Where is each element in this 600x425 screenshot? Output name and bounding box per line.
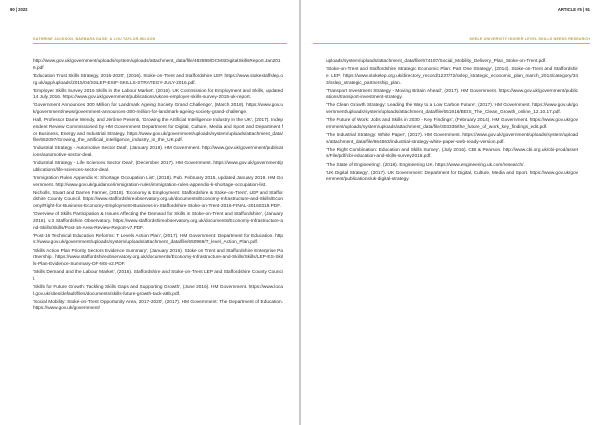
reference-entry: 'Industrial Strategy - Life Sciences Sector Deal', (December 2017). HM Government. https://www.gov.uk/government/publications/life-sciences-sector-deal. <box>33 161 283 173</box>
reference-entry: 'Skills for Future Growth: Tackling Skills Gaps and Supporting Growth', (June 2016). HM Government. https://www.local.gov.uk/sites/default/files/documents/skills-future-growth-tack-a8b.pdf. <box>33 284 283 297</box>
left-page <box>0 0 299 425</box>
reference-entry: 'Transport Investment Strategy - Moving Britain Ahead', (2017). HM Government. https://www.gov.uk/government/publications/transport-investment-strategy. <box>326 88 578 101</box>
header-rule-left <box>33 43 287 44</box>
running-head-left <box>10 7 289 15</box>
author-line: KATHRINE JACKSON, BARBARA DAGE, & LOU TAYLOR-WILSON <box>33 37 156 41</box>
page-number-left: 90 | 2022 <box>10 7 28 12</box>
reference-entry: 'The Industrial Strategy: White Paper', (2017). HM Government. https://www.gov.uk/government/uploads/system/uploads/attachment_data/file/664563/industrial-strategy-white-paper-web-ready-version.pdf. <box>326 132 578 145</box>
running-head-right <box>311 7 590 15</box>
reference-entry: uploads/system/uploads/attachment_data/file/674187/Social_Mobility_Delivery_Plan_Stoke-on-Trent.pdf. <box>326 59 547 64</box>
reference-entry: 'Stoke-on-Trent and Staffordshire Strategic Economic Plan: Part One Strategy', (2014). Stoke-on-Trent and Staffordshire LEP. https://www.stokelep.org.uk/directory_record/1237/72/sslep_strategic_economic_plan_march_2014/category/343/sslep_strategic_partnership_plan. <box>326 67 578 86</box>
page-number-right: ARTICLE #5 | 91 <box>557 7 590 12</box>
reference-entry: 'The State of Engineering', (2018). Engineering UK. https://www.engineering.uk.com/research/. <box>326 162 525 168</box>
reference-entry: 'Overview of Skills Participation & Issues Affecting the Demand for Skills in Stoke-on-Trent and Staffordshire', (January 2016). v.3 Staffordshire Observatory. https://www.staffordshireobservatory.org.uk/documents/Economy-Infrastructure-and-Skills/Skills/Post-16-Area-Review-Report-v7.PDF. <box>33 212 283 231</box>
reference-entry: 'Post-16 Technical Education Reforms: T Levels Action Plan', (2017). HM Government: Department for Education. https://www.gov.uk/government/uploads/system/uploads/attachment_data/file/650969/T_level_Action_Plan.pdf. <box>33 233 283 246</box>
reference-entry: 'Skills Demand and the Labour Market', (2016). Staffordshire and Stoke-on-Trent LEP and Staffordshire County Council. <box>33 270 283 282</box>
reference-entry: 'Education Trust Skills Strategy, 2016-2020', (2016). Stoke-on-Trent and Staffordshire LEP. https://www.stokestaffslep.org.uk/app/uploads/2015/04/SSLEP-ESIF-SKILLS-STRATEGY-JULY-2016.pdf. <box>33 73 284 86</box>
header-rule-right <box>313 43 590 44</box>
reference-entry: Nicholls, Stuart and Darren Farmer, (2018). 'Economy & Employment: Staffordshire & Stoke-on-Trent', LEP and Staffordshire County Council. https://www.staffordshireobservatory.org.uk/documents/Economy-Infrastructure-and-Skills/Economy/Right-for-Business-Economy-Employment-Business-in-Staffordshire-Stoke-on-Trent-2016-FINAL-20160319.PDF. <box>33 190 283 210</box>
reference-entry: Hall, Professor Dame Wendy, and Jérôme Pesenti, 'Growing the Artificial Intelligence Industry in the UK', (2017). Independent Review Commissioned by HM Government Department for Digital, Culture, Media and Sport and Department for Business, Energy and Industrial Strategy. https://www.gov.uk/government/uploads/system/uploads/attachment_data/file/652097/Growing_the_artificial_intelligence_industry_in_the_UK.pdf. <box>33 118 283 144</box>
reference-entry: 'Social Mobility: Stoke-on-Trent Opportunity Area, 2017-2020', (2017). HM Government: The Department of Education. https://www.gov.uk/government/ <box>33 299 283 312</box>
reference-entry: 'Government Announces 300 Million for Landmark Ageing Society Grand Challenge', (March 2018). https://www.gov.uk/government/news/government-announces-300-million-for-landmark-ageing-society-grand-challenge. <box>33 103 283 116</box>
reference-entry: 'The Right Combination: Education and Skills Survey', (July 2016). CBI & Pearson. http://www.cbi.org.uk/cbi-prod/assets/File/pdf/cbi-education-and-skills-survey2016.pdf. <box>326 147 578 160</box>
reference-entry: 'The Clean Growth Strategy: Leading the Way to a Low Carbon Future', (2017). HM Government. https://www.gov.uk/government/uploads/system/uploads/attachment_data/file/651916/BEIS_The_Clean_Growth_online_12.10.17.pdf. <box>326 103 578 116</box>
reference-entry: 'Industrial Strategy - Automotive Sector Deal', (January 2018). HM Government. http://www.gov.uk/government/publications/automotive-sector-deal. <box>33 146 283 159</box>
article-title-line: KEELE UNIVERSITY HIGHER LEVEL SKILLS NEEDS RESEARCH <box>469 37 590 41</box>
reference-entry: 'Skills Action Plan Priority Sectors Evidence Summary', (January 2016). Stoke on Trent and Staffordshire Enterprise Partnership. https://www.staffordshireobservatory.org.uk/documents/Economy-Infrastructure-and-Skills/Skills/LEP-ES-Skills-Plan-Evidence-Summary-DF-MS-v2.PDF. <box>33 248 283 267</box>
reference-entry: 'Immigration Rules Appendix K: Shortage Occupation List', (2018). Pub. February 2015, updated January 2019. HM Government. http://www.gov.uk/guidance/immigration-rules/immigration-rules-appendix-k-shortage-occupation-list. <box>33 175 284 188</box>
reference-entry: http://www.gov.uk/government/uploads/system/uploads/attachment_data/file/482899/DCMSDigitalSkillsReport.Jan2016.pdf <box>33 59 281 71</box>
reference-entry: 'Employer Skills Survey 2015 Skills in the Labour Market', (2016). UK Commission for Employment and Skills, updated 14 July 2016. https://www.gov.uk/government/publications/ukces-employer-skills-survey-2015-uk-report. <box>33 88 283 101</box>
reference-list-left <box>33 59 283 314</box>
right-page <box>301 0 600 425</box>
reference-entry: 'UK Digital Strategy', (2017). UK Government: Department for Digital, Culture, Media and Sport. https://www.gov.uk/government/publications/uk-digital-strategy. <box>326 170 578 183</box>
reference-list-right <box>326 59 578 185</box>
reference-entry: 'The Future of Work: Jobs and Skills in 2030 - Key Findings', (February 2014). HM Government. https://www.gov.uk/government/uploads/system/uploads/attachment_data/file/303335/the_future_of_work_key_findings_edit.pdf. <box>326 118 578 130</box>
